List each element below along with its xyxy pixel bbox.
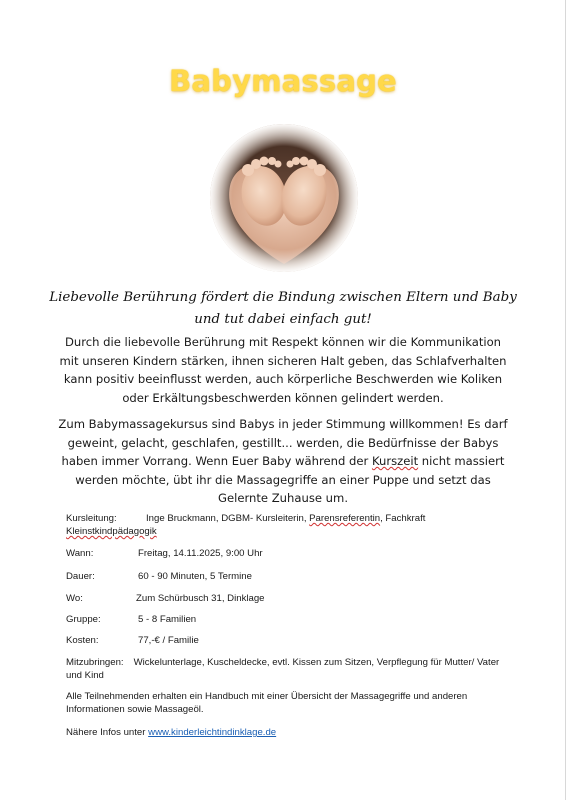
wann-label: Wann: xyxy=(66,548,94,559)
dauer-label: Dauer: xyxy=(66,571,95,582)
detail-kursleitung xyxy=(66,512,516,525)
page-title: Babymassage xyxy=(169,64,397,98)
kursleitung-value-part1: Inge Bruckmann, DGBM- Kursleiterin, xyxy=(146,513,310,524)
detail-wann xyxy=(66,547,516,560)
mitbringen-value: Wickelunterlage, Kuscheldecke, evtl. Kissen zum Sitzen, Verpflegung für Mutter/ Vater und Kind xyxy=(66,657,500,681)
gruppe-label: Gruppe: xyxy=(66,614,101,625)
detail-wo xyxy=(66,592,516,605)
detail-mitbringen xyxy=(66,656,516,682)
course-paragraph-part2: nicht massiert werden möchte, übt ihr die Massagegriffe an einer Puppe und setzt das Gelernte Zuhause um. xyxy=(75,454,505,505)
baby-feet-heart-illustration xyxy=(210,124,358,272)
detail-gruppe xyxy=(66,613,516,626)
website-link[interactable]: www.kinderleichtindinklage.de xyxy=(148,727,277,738)
detail-kosten xyxy=(66,634,516,647)
kursleitung-value xyxy=(146,512,425,525)
course-paragraph-part1: Zum Babymassagekursus sind Babys in jeder Stimmung willkommen! Es darf geweint, gelacht, geschlafen, gestillt... werden, die Bedürfnisse der Babys haben immer Vorrang. Wenn Euer Baby während der xyxy=(58,417,508,468)
wann-value: Freitag, 14.11.2025, 9:00 Uhr xyxy=(138,548,263,559)
tagline: Liebevolle Berührung fördert die Bindung zwischen Eltern und Baby und tut dabei einfach gut! xyxy=(49,290,517,327)
wo-label: Wo: xyxy=(66,593,83,604)
course-paragraph-kurszeit: Kurszeit xyxy=(371,454,419,468)
mitbringen-label: Mitzubringen: xyxy=(66,657,124,668)
course-paragraph xyxy=(56,415,510,508)
wo-value: Zum Schürbusch 31, Dinklage xyxy=(136,593,265,604)
baby-feet-photo xyxy=(210,124,358,272)
more-info-prefix: Nähere Infos unter xyxy=(66,727,149,738)
handbook-note: Alle Teilnehmenden erhalten ein Handbuch mit einer Übersicht der Massagegriffe und anderen Informationen sowie Massageöl. xyxy=(66,691,468,715)
more-info-line xyxy=(66,726,516,739)
dauer-value: 60 - 90 Minuten, 5 Termine xyxy=(138,571,252,582)
detail-kursleitung-line2 xyxy=(66,525,516,538)
gruppe-value: 5 - 8 Familien xyxy=(138,614,197,625)
kursleitung-value-part2: , Fachkraft xyxy=(380,513,426,524)
kosten-value: 77,-€ / Familie xyxy=(138,635,199,646)
detail-dauer xyxy=(66,570,516,583)
kursleitung-value-line2: Kleinstkindpädagogik xyxy=(66,526,157,537)
kursleitung-label: Kursleitung: xyxy=(66,513,117,524)
kosten-label: Kosten: xyxy=(66,635,99,646)
intro-paragraph: Durch die liebevolle Berührung mit Respekt können wir die Kommunikation mit unseren Kindern stärken, ihnen sicheren Halt geben, das Schlafverhalten kann positiv beeinflusst werden, auch körperliche Beschwerden wie Koliken oder Erkältungsbeschwerden können gelindert werden. xyxy=(59,335,507,405)
kursleitung-value-squiggle: Parensreferentin xyxy=(309,513,381,524)
